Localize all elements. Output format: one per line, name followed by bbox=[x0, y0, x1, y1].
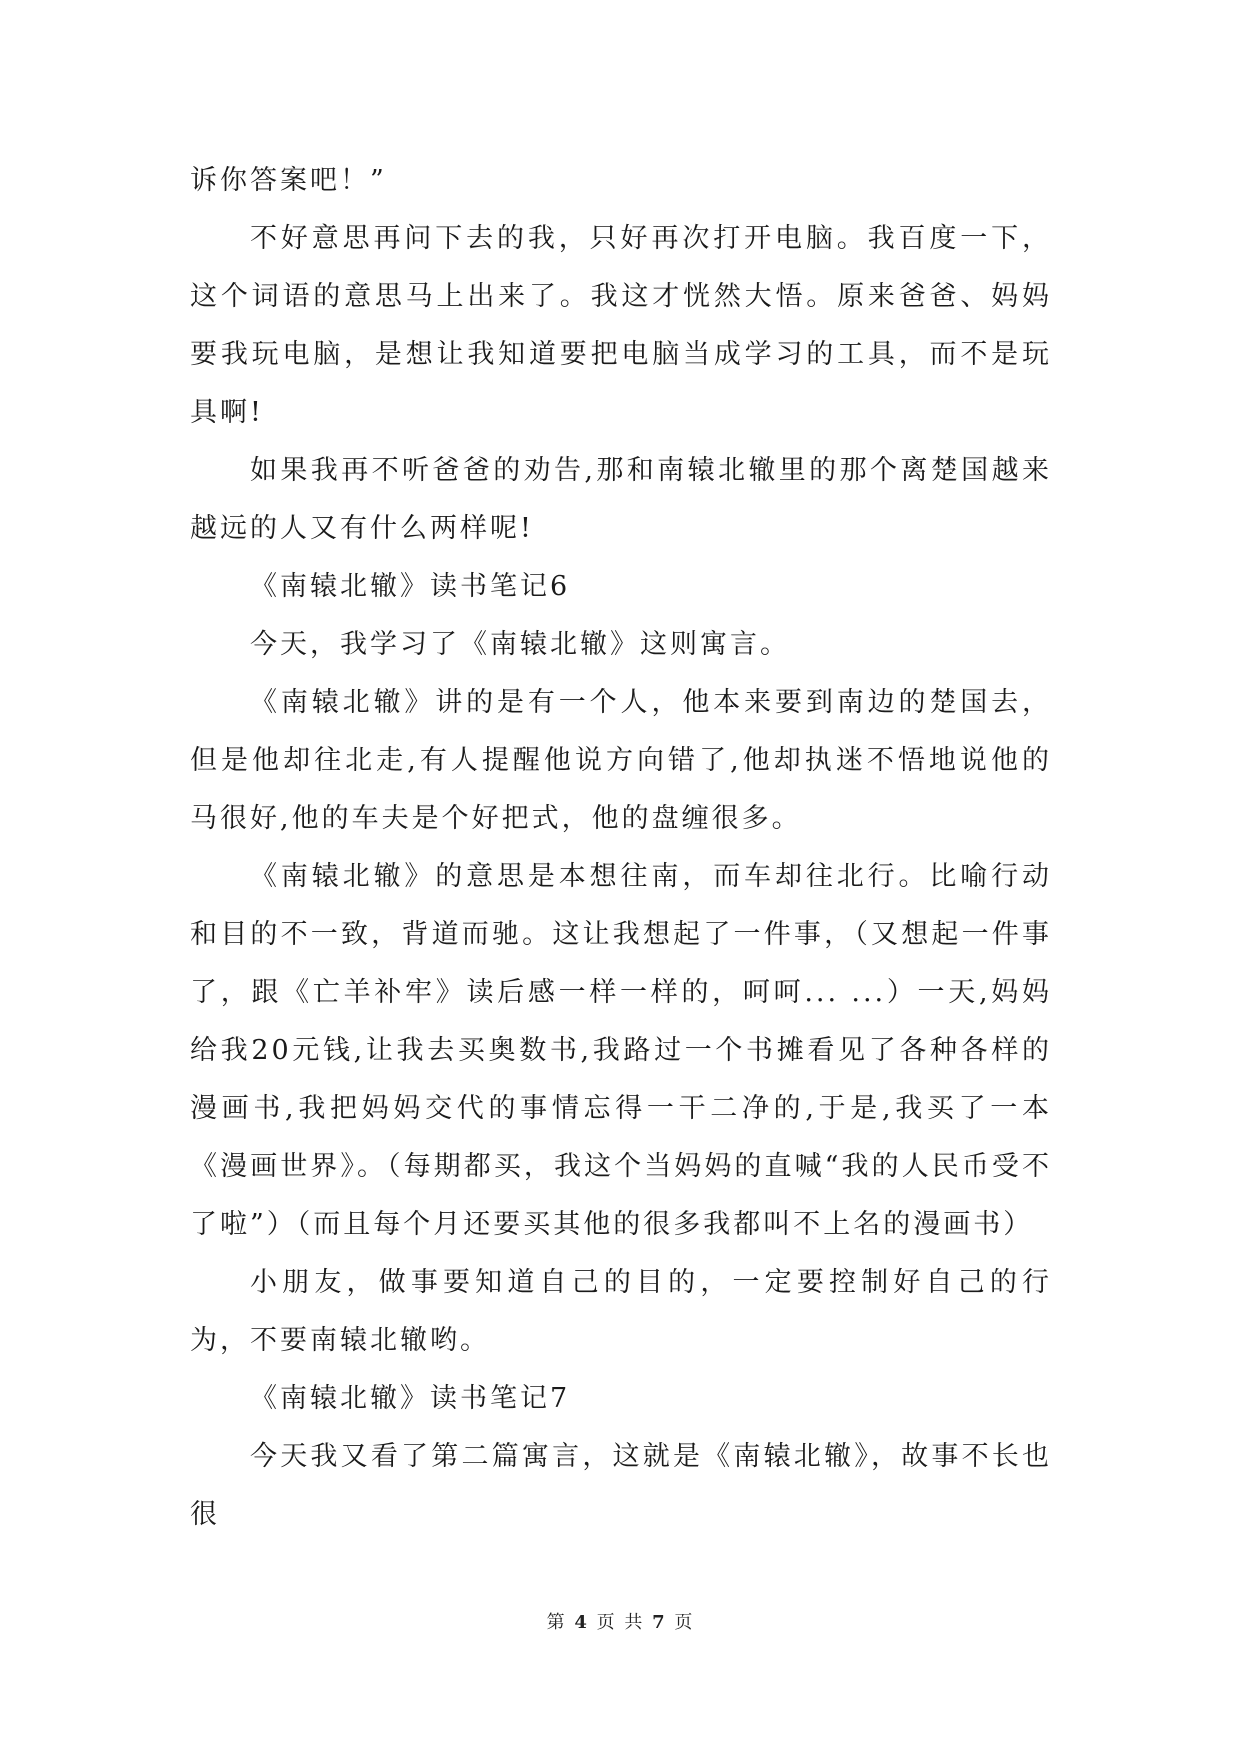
paragraph: 《南辕北辙》讲的是有一个人，他本来要到南边的楚国去，但是他却往北走,有人提醒他说方向错了,他却执迷不悟地说他的马很好,他的车夫是个好把式，他的盘缠很多。 bbox=[190, 687, 1052, 834]
paragraph: 今天我又看了第二篇寓言，这就是《南辕北辙》，故事不长也很 bbox=[190, 1441, 1052, 1530]
current-page-number: 4 bbox=[574, 1612, 589, 1633]
page-footer bbox=[0, 1608, 1241, 1634]
paragraph: 今天，我学习了《南辕北辙》这则寓言。 bbox=[250, 629, 790, 660]
section-heading-6: 《南辕北辙》读书笔记6 bbox=[250, 571, 571, 602]
footer-prefix: 第 bbox=[546, 1612, 567, 1633]
paragraph: 不好意思再问下去的我，只好再次打开电脑。我百度一下，这个词语的意思马上出来了。我这才恍然大悟。原来爸爸、妈妈要我玩电脑，是想让我知道要把电脑当成学习的工具，而不是玩具啊! bbox=[190, 223, 1052, 428]
section-heading-7: 《南辕北辙》读书笔记7 bbox=[250, 1383, 571, 1414]
document-body bbox=[190, 152, 1052, 1544]
footer-suffix: 页 bbox=[674, 1612, 695, 1633]
footer-middle: 页 共 bbox=[596, 1612, 645, 1633]
paragraph-continuation: 诉你答案吧！” bbox=[190, 165, 387, 196]
paragraph: 如果我再不听爸爸的劝告,那和南辕北辙里的那个离楚国越来越远的人又有什么两样呢! bbox=[190, 455, 1052, 544]
paragraph: 《南辕北辙》的意思是本想往南，而车却往北行。比喻行动和目的不一致，背道而驰。这让我想起了一件事，（又想起一件事了，跟《亡羊补牢》读后感一样一样的，呵呵... ...）一天,妈妈给我20元钱,让我去买奥数书,我路过一个书摊看见了各种各样的漫画书,我把妈妈交代的事情忘得一干二净的,于是,我买了一本《漫画世界》。（每期都买，我这个当妈妈的直喊“我的人民币受不了啦”）（而且每个月还要买其他的很多我都叫不上名的漫画书） bbox=[190, 861, 1052, 1240]
paragraph: 小朋友，做事要知道自己的目的，一定要控制好自己的行为，不要南辕北辙哟。 bbox=[190, 1267, 1052, 1356]
total-page-number: 7 bbox=[652, 1612, 667, 1633]
